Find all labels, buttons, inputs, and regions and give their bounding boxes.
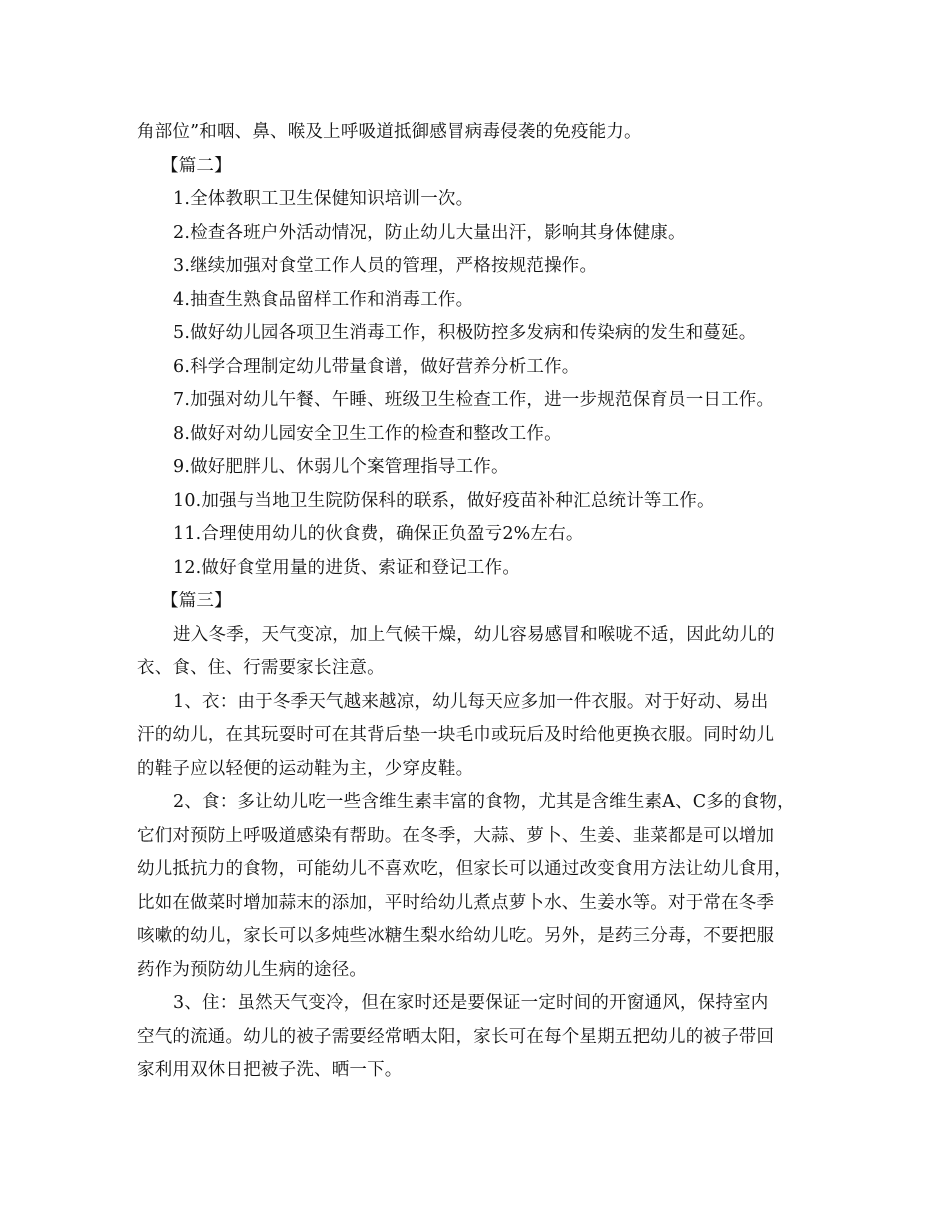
paragraph-line: 角部位”和咽、鼻、喉及上呼吸道抵御感冒病毒侵袭的免疫能力。 <box>137 122 642 142</box>
paragraph-line: 药作为预防幼儿生病的途径。 <box>137 959 368 980</box>
list-item: 6.科学合理制定幼儿带量食谱，做好营养分析工作。 <box>173 356 580 377</box>
paragraph-line: 汗的幼儿，在其玩耍时可在其背后垫一块毛巾或玩后及时给他更换衣服。同时幼儿 <box>137 725 775 745</box>
list-item: 9.做好肥胖儿、休弱儿个案管理指导工作。 <box>173 457 509 477</box>
paragraph-line: 比如在做菜时增加蒜末的添加，平时给幼儿煮点萝卜水、生姜水等。对于常在冬季 <box>137 892 775 913</box>
list-item: 4.抽查生熟食品留样工作和消毒工作。 <box>173 289 474 310</box>
list-item: 1.全体教职工卫生保健知识培训一次。 <box>173 189 474 209</box>
paragraph-line: 进入冬季，天气变凉，加上气候干燥，幼儿容易感冒和喉咙不适，因此幼儿的 <box>173 624 775 645</box>
list-item: 12.做好食堂用量的进货、索证和登记工作。 <box>173 557 521 578</box>
list-item: 7.加强对幼儿午餐、午睡、班级卫生检查工作，进一步规范保育员一日工作。 <box>173 390 775 410</box>
list-item: 10.加强与当地卫生院防保科的联系，做好疫苗补种汇总统计等工作。 <box>173 490 715 511</box>
list-item: 5.做好幼儿园各项卫生消毒工作，积极防控多发病和传染病的发生和蔓延。 <box>173 323 757 343</box>
list-item: 11.合理使用幼儿的伙食费，确保正负盈亏2%左右。 <box>173 524 584 544</box>
paragraph-line: 幼儿抵抗力的食物，可能幼儿不喜欢吃，但家长可以通过改变食用方法让幼儿食用， <box>137 859 792 879</box>
section-heading: 【篇三】 <box>161 591 232 611</box>
paragraph-line: 2、食：多让幼儿吃一些含维生素丰富的食物，尤其是含维生素A、C多的食物， <box>173 792 795 812</box>
paragraph-line: 它们对预防上呼吸道感染有帮助。在冬季，大蒜、萝卜、生姜、韭菜都是可以增加 <box>137 825 775 846</box>
list-item: 3.继续加强对食堂工作人员的管理，严格按规范操作。 <box>173 256 598 276</box>
list-item: 8.做好对幼儿园安全卫生工作的检查和整改工作。 <box>173 423 562 444</box>
paragraph-line: 空气的流通。幼儿的被子需要经常晒太阳，家长可在每个星期五把幼儿的被子带回 <box>137 1026 775 1047</box>
paragraph-line: 3、住：虽然天气变冷，但在家时还是要保证一定时间的开窗通风，保持室内 <box>173 993 769 1013</box>
paragraph-line: 衣、食、住、行需要家长注意。 <box>137 658 385 678</box>
list-item: 2.检查各班户外活动情况，防止幼儿大量出汗，影响其身体健康。 <box>173 222 686 243</box>
paragraph-line: 家利用双休日把被子洗、晒一下。 <box>137 1060 403 1080</box>
paragraph-line: 的鞋子应以轻便的运动鞋为主，少穿皮鞋。 <box>137 758 474 779</box>
paragraph-line: 1、衣：由于冬季天气越来越凉，幼儿每天应多加一件衣服。对于好动、易出 <box>173 691 769 712</box>
section-heading: 【篇二】 <box>161 155 232 176</box>
document-body <box>137 116 827 1088</box>
paragraph-line: 咳嗽的幼儿，家长可以多炖些冰糖生梨水给幼儿吃。另外，是药三分毒，不要把服 <box>137 926 775 946</box>
